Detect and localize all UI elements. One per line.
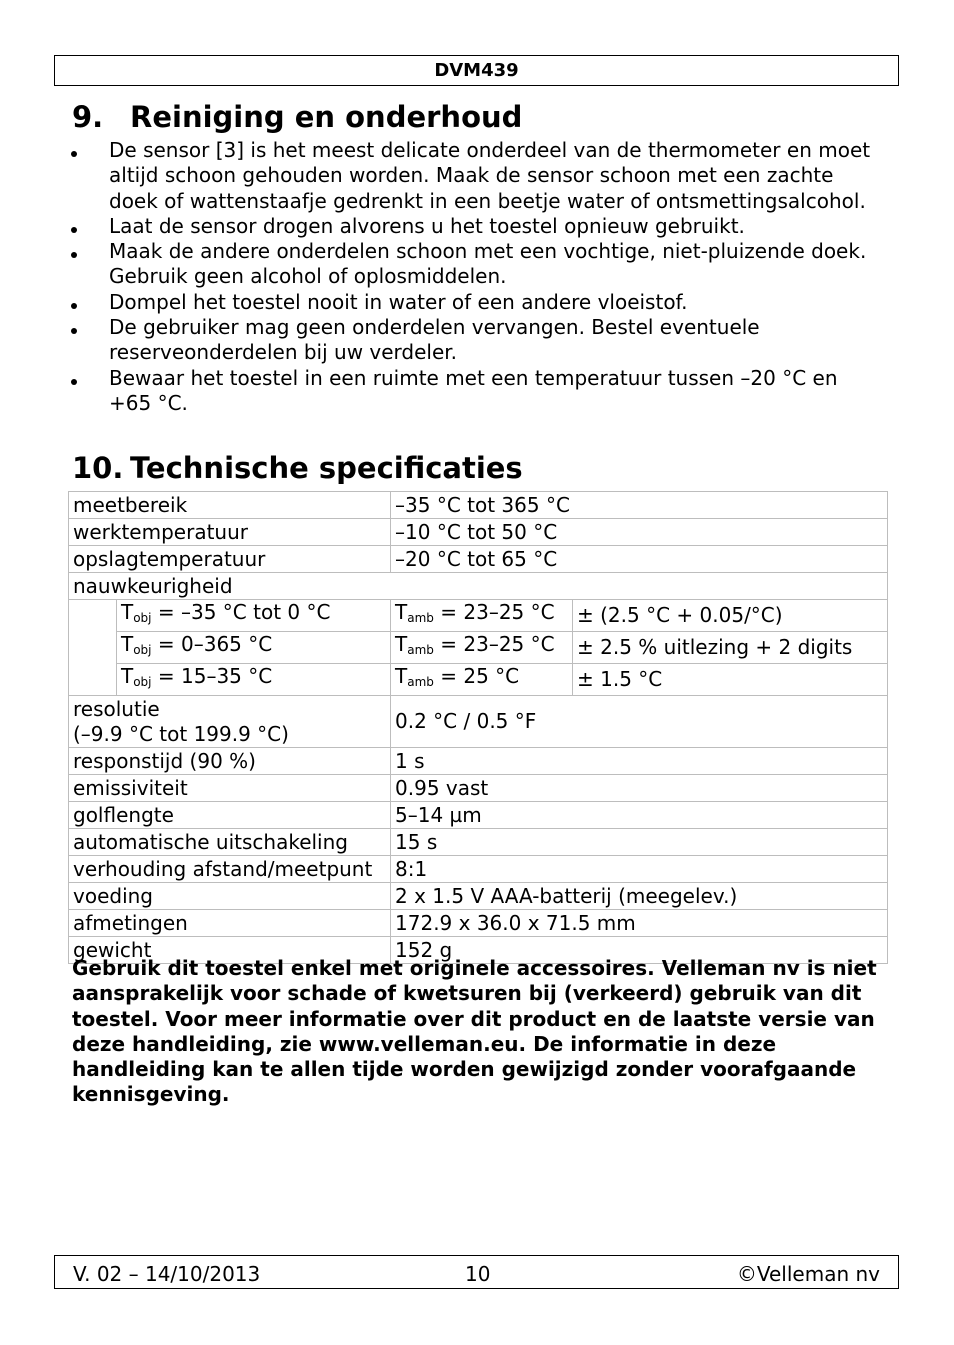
table-row <box>69 883 888 910</box>
spec-value: 0.2 °C / 0.5 °F <box>391 696 888 748</box>
accuracy-row <box>69 600 888 632</box>
table-row <box>69 696 888 748</box>
table-row <box>69 748 888 775</box>
list-item: De sensor [3] is het meest delicate onderdeel van de thermometer en moet altijd schoon gehouden worden. Maak de sensor schoon met een zachte doek of wattenstaafje gedrenkt in een beetje water of ontsmettingsalcohol. <box>70 138 885 214</box>
list-item: De gebruiker mag geen onderdelen vervangen. Bestel eventuele reserveonderdelen bij uw verdeler. <box>70 315 885 366</box>
spec-value: –35 °C tot 365 °C <box>391 492 888 519</box>
spec-label: voeding <box>69 883 391 910</box>
specifications-table <box>68 491 888 964</box>
section-9-title: Reiniging en onderhoud <box>130 100 523 134</box>
table-row <box>69 519 888 546</box>
table-row <box>69 573 888 600</box>
bullet-icon <box>71 379 77 385</box>
table-row <box>69 775 888 802</box>
table-row <box>69 829 888 856</box>
spec-value: 2 x 1.5 V AAA-batterij (meegelev.) <box>391 883 888 910</box>
spec-value: –20 °C tot 65 °C <box>391 546 888 573</box>
page-header <box>54 55 899 86</box>
list-item: Bewaar het toestel in een ruimte met een temperatuur tussen –20 °C en +65 °C. <box>70 366 885 417</box>
spec-value: 1 s <box>391 748 888 775</box>
indent-cell <box>69 600 117 696</box>
accuracy-value: ± 1.5 °C <box>573 664 888 696</box>
section-10-title: Technische specificaties <box>130 451 523 485</box>
accuracy-row <box>69 664 888 696</box>
spec-value: 5–14 µm <box>391 802 888 829</box>
list-item: Maak de andere onderdelen schoon met een vochtige, niet-pluizende doek. Gebruik geen alcohol of oplosmiddelen. <box>70 239 885 290</box>
list-item: Dompel het toestel nooit in water of een andere vloeistof. <box>70 290 885 315</box>
spec-label: automatische uitschakeling <box>69 829 391 856</box>
tobj-cell: $T_{obj} = 0-365$ °C <box>117 632 391 664</box>
section-10-number: 10. <box>72 451 124 485</box>
footer-page-number: 10 <box>465 1262 491 1286</box>
spec-value: 8:1 <box>391 856 888 883</box>
spec-label: verhouding afstand/meetpunt <box>69 856 391 883</box>
spec-label: emissiviteit <box>69 775 391 802</box>
table-row <box>69 910 888 937</box>
header-title: DVM439 <box>434 60 519 81</box>
spec-value: 15 s <box>391 829 888 856</box>
section-9-heading <box>72 100 522 134</box>
spec-label: werktemperatuur <box>69 519 391 546</box>
cleaning-bullet-list <box>70 138 885 416</box>
tobj-cell: $T_{obj} = -35$ °C tot 0 °C <box>117 600 391 632</box>
bullet-icon <box>71 328 77 334</box>
footer-version: V. 02 – 14/10/2013 <box>73 1262 261 1286</box>
spec-label: afmetingen <box>69 910 391 937</box>
spec-value: 172.9 x 36.0 x 71.5 mm <box>391 910 888 937</box>
list-item: Laat de sensor drogen alvorens u het toestel opnieuw gebruikt. <box>70 214 885 239</box>
accuracy-value: ± (2.5 °C + 0.05/°C) <box>573 600 888 632</box>
footer-copyright: ©Velleman nv <box>736 1262 880 1286</box>
accuracy-label: nauwkeurigheid <box>69 573 888 600</box>
table-row <box>69 492 888 519</box>
spec-value: 0.95 vast <box>391 775 888 802</box>
spec-label: resolutie (–9.9 °C tot 199.9 °C) <box>69 696 391 748</box>
section-9-number: 9. <box>72 100 104 134</box>
spec-value: –10 °C tot 50 °C <box>391 519 888 546</box>
table-row <box>69 856 888 883</box>
spec-label: opslagtemperatuur <box>69 546 391 573</box>
spec-label: responstijd (90 %) <box>69 748 391 775</box>
page-footer <box>54 1255 899 1289</box>
spec-value: 152 g <box>391 937 888 964</box>
tamb-cell: $T_{amb} = 23-25$ °C <box>391 600 573 632</box>
table-row <box>69 546 888 573</box>
spec-label: golflengte <box>69 802 391 829</box>
accuracy-value: ± 2.5 % uitlezing + 2 digits <box>573 632 888 664</box>
bullet-icon <box>71 303 77 309</box>
disclaimer-text: Gebruik dit toestel enkel met originele accessoires. Velleman nv is niet aansprakelijk voor schade of kwetsuren bij (verkeerd) gebruik van dit toestel. Voor meer informatie over dit product en de laatste versie van deze handleiding, zie www.velleman.eu. De informatie in deze handleiding kan te allen tijde worden gewijzigd zonder voorafgaande kennisgeving. <box>72 956 877 1107</box>
bullet-icon <box>71 227 77 233</box>
bullet-icon <box>71 252 77 258</box>
tobj-cell: $T_{obj} = 15-35$ °C <box>117 664 391 696</box>
spec-label: meetbereik <box>69 492 391 519</box>
spec-label: gewicht <box>69 937 391 964</box>
table-row <box>69 802 888 829</box>
section-10-heading <box>72 451 523 485</box>
tamb-cell: $T_{amb} = 23-25$ °C <box>391 632 573 664</box>
accuracy-row <box>69 632 888 664</box>
tamb-cell: $T_{amb} = 25$ °C <box>391 664 573 696</box>
bullet-icon <box>71 151 77 157</box>
